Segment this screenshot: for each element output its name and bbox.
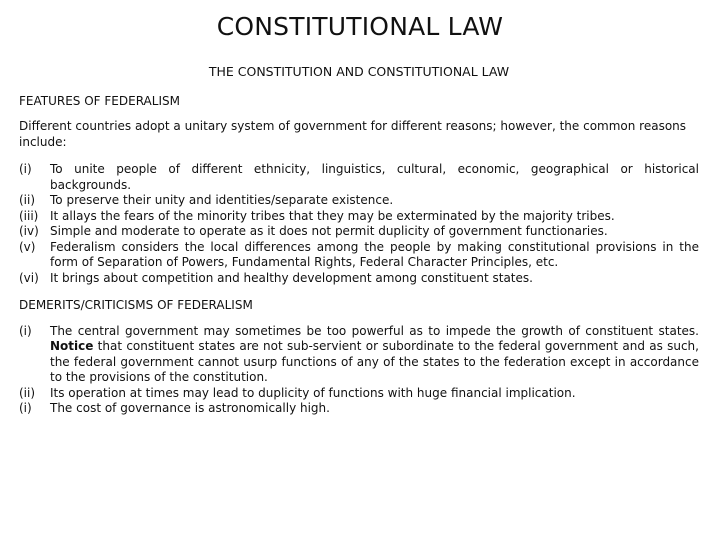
list-item (19, 386, 699, 402)
list-marker: (i) (19, 162, 32, 176)
list-marker: (iii) (19, 208, 39, 223)
list-item-text: Federalism considers the local differences among the people by making constitutional provisions in the form of Separation of Powers, Fundamental Rights, Federal Character Principles, etc. (50, 239, 699, 269)
list-item-text: It brings about competition and healthy development among constituent states. (50, 270, 533, 285)
list-marker: (ii) (19, 193, 36, 207)
list-item-text: To preserve their unity and identities/separate existence. (50, 193, 394, 207)
list-item-text (50, 324, 699, 386)
features-list (19, 162, 699, 286)
document-subtitle: THE CONSTITUTION AND CONSTITUTIONAL LAW (208, 64, 510, 79)
demerits-heading: DEMERITS/CRITICISMS OF FEDERALISM (19, 298, 253, 312)
features-heading: FEATURES OF FEDERALISM (19, 93, 180, 108)
list-item (19, 193, 699, 209)
features-intro: Different countries adopt a unitary system of government for different reasons; however, the common reasons include: (19, 119, 687, 149)
list-marker: (i) (19, 401, 32, 415)
list-item-text: It allays the fears of the minority tribes that they may be exterminated by the majority tribes. (50, 208, 615, 223)
list-item (19, 271, 699, 287)
list-item-text: To unite people of different ethnicity, linguistics, cultural, economic, geographical or historical backgrounds. (50, 162, 699, 192)
list-marker: (iv) (19, 224, 39, 238)
list-item (19, 162, 699, 193)
list-item (19, 209, 699, 225)
list-marker: (v) (19, 239, 36, 254)
list-item (19, 401, 699, 417)
demerits-list (19, 324, 699, 417)
list-item (19, 240, 699, 271)
list-marker: (i) (19, 323, 32, 338)
list-marker: (ii) (19, 385, 36, 400)
list-item-text: Its operation at times may lead to duplicity of functions with huge financial implication. (50, 385, 576, 400)
list-item-text: Simple and moderate to operate as it does not permit duplicity of government functionaries. (50, 224, 608, 238)
demerit-text-before: The central government may sometimes be too powerful as to impede the growth of constituent states. (50, 323, 699, 338)
list-item (19, 324, 699, 386)
list-item-text: The cost of governance is astronomically high. (50, 401, 330, 415)
list-item (19, 224, 699, 240)
document-body (19, 64, 699, 429)
slide-title: CONSTITUTIONAL LAW (216, 12, 504, 41)
list-marker: (vi) (19, 270, 39, 285)
notice-emphasis: Notice (50, 339, 94, 353)
demerit-text-after: that constituent states are not sub-servient or subordinate to the federal government and as such, the federal government cannot usurp functions of any of the states to the federation except in accordance to the provisions of the constitution. (50, 339, 699, 384)
